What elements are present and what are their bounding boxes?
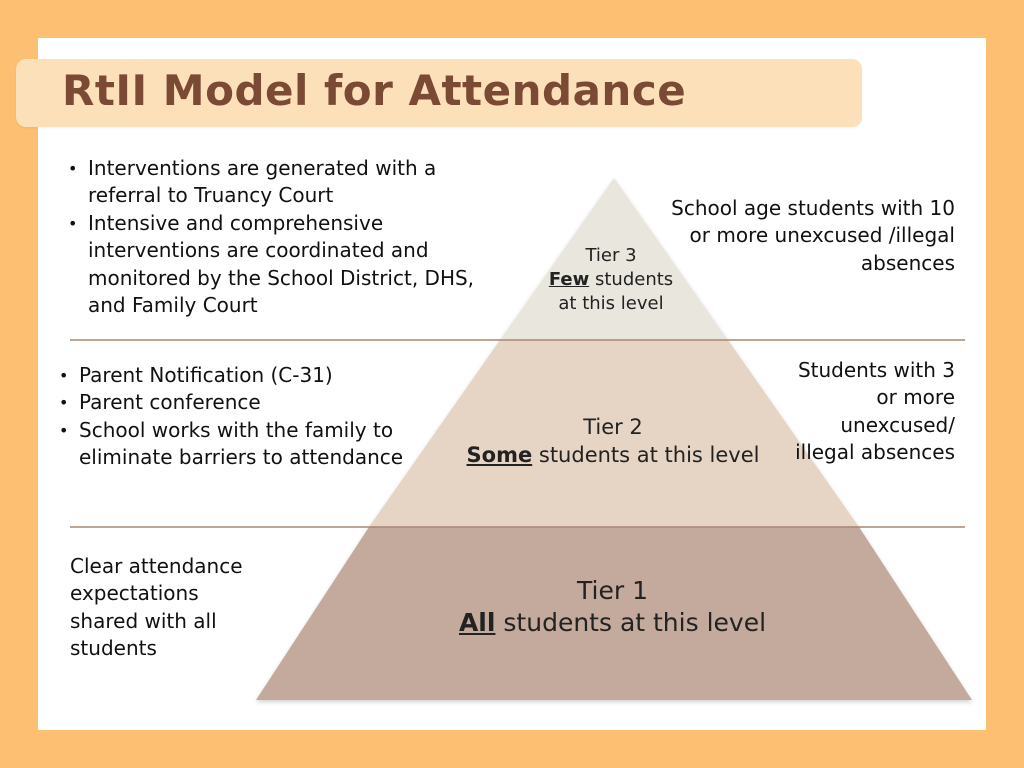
- tier-3-line3: at this level: [558, 293, 664, 314]
- tier-3-rest: students: [594, 269, 674, 290]
- tier-3-criteria: School age students with 10 or more unexcused /illegal absences: [671, 196, 955, 275]
- tier-2-bullet: • Parent Notification (C-31): [53, 362, 433, 389]
- slide-title: RtII Model for Attendance: [62, 66, 687, 115]
- tier-2-criteria: Students with 3 or more unexcused/ illegal absences: [795, 358, 955, 465]
- tier-2-rest: students at this level: [532, 443, 760, 467]
- tier-2-bullet: • Parent conference: [53, 389, 433, 416]
- tier-3-name: Tier 3: [585, 245, 637, 266]
- tier-1-rest: students at this level: [495, 608, 767, 637]
- tier-2-name: Tier 2: [583, 415, 643, 439]
- tier-1-name: Tier 1: [577, 576, 648, 605]
- tier-3-bullet: • Interventions are generated with a referral to Truancy Court: [62, 155, 478, 210]
- tier-3-bullet: • Intensive and comprehensive interventions are coordinated and monitored by the School District, DHS, and Family Court: [62, 210, 488, 320]
- tier-2-quantifier: Some: [466, 443, 533, 467]
- tier-1-label: [420, 575, 805, 639]
- tier-2-bullet: • School works with the family to eliminate barriers to attendance: [53, 417, 409, 472]
- tier-1-quantifier: All: [458, 608, 496, 637]
- tier-1-intervention: Clear attendance expectations shared with all students: [70, 554, 243, 661]
- tier-2-interventions: [53, 362, 433, 472]
- tier-3-interventions: [62, 155, 502, 319]
- tier-3-quantifier: Few: [548, 269, 590, 290]
- tier-2-label: [438, 413, 788, 469]
